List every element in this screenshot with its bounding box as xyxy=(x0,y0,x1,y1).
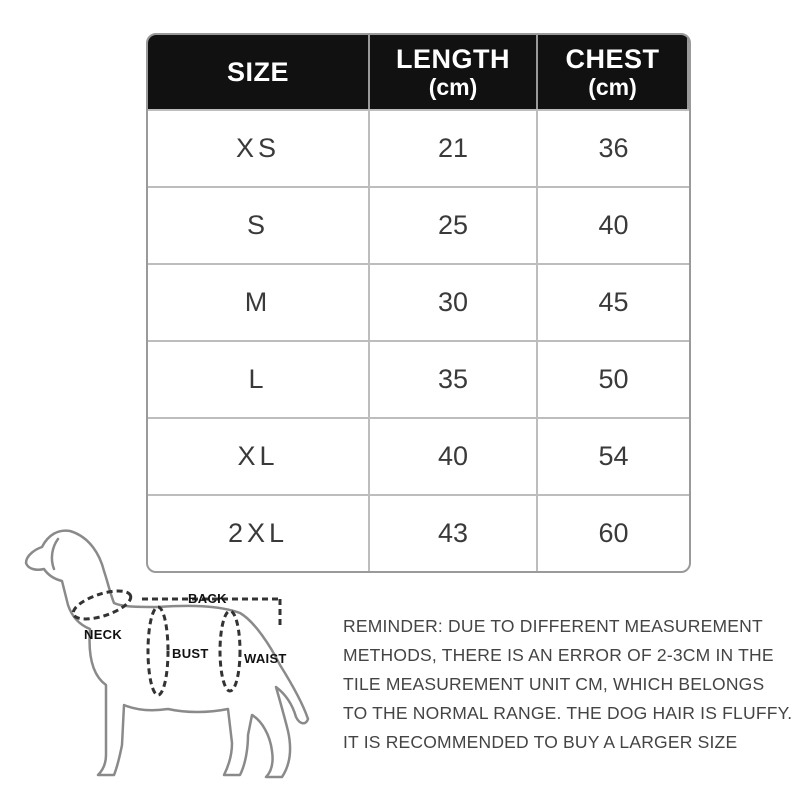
header-chest xyxy=(538,35,689,109)
row-xl-length: 40 xyxy=(370,417,538,494)
row-2xl-length: 43 xyxy=(370,494,538,571)
header-length-unit: (cm) xyxy=(428,74,478,100)
header-size-label: SIZE xyxy=(226,57,289,87)
row-xs-length: 21 xyxy=(370,109,538,186)
reminder-line-3: TILE MEASUREMENT UNIT CM, WHICH BELONGS xyxy=(343,674,765,694)
row-2xl-size: 2XL xyxy=(148,494,370,571)
row-l-length: 35 xyxy=(370,340,538,417)
row-2xl-chest: 60 xyxy=(538,494,689,571)
reminder-line-1: REMINDER: DUE TO DIFFERENT MEASUREMENT xyxy=(343,616,763,636)
row-m-chest: 45 xyxy=(538,263,689,340)
bust-label: BUST xyxy=(172,646,209,661)
header-size xyxy=(148,35,370,109)
row-xs-chest: 36 xyxy=(538,109,689,186)
row-xs-size: XS xyxy=(148,109,370,186)
row-m-size: M xyxy=(148,263,370,340)
reminder-line-5: IT IS RECOMMENDED TO BUY A LARGER SIZE xyxy=(343,732,738,752)
reminder-line-4: TO THE NORMAL RANGE. THE DOG HAIR IS FLUFFY. xyxy=(343,703,793,723)
row-s-size: S xyxy=(148,186,370,263)
header-length-label: LENGTH xyxy=(396,44,510,74)
neck-label: NECK xyxy=(84,627,123,642)
back-label: BACK xyxy=(188,591,227,606)
dog-measurement-diagram xyxy=(18,525,318,790)
header-length xyxy=(370,35,538,109)
row-l-chest: 50 xyxy=(538,340,689,417)
header-chest-unit: (cm) xyxy=(588,74,637,100)
row-l-size: L xyxy=(148,340,370,417)
row-s-length: 25 xyxy=(370,186,538,263)
size-chart-table xyxy=(146,33,691,573)
header-chest-label: CHEST xyxy=(565,44,660,74)
waist-label: WAIST xyxy=(244,651,287,666)
row-xl-size: XL xyxy=(148,417,370,494)
row-s-chest: 40 xyxy=(538,186,689,263)
reminder-line-2: METHODS, THERE IS AN ERROR OF 2-3CM IN THE xyxy=(343,645,774,665)
row-xl-chest: 54 xyxy=(538,417,689,494)
row-m-length: 30 xyxy=(370,263,538,340)
reminder-text xyxy=(343,612,793,757)
